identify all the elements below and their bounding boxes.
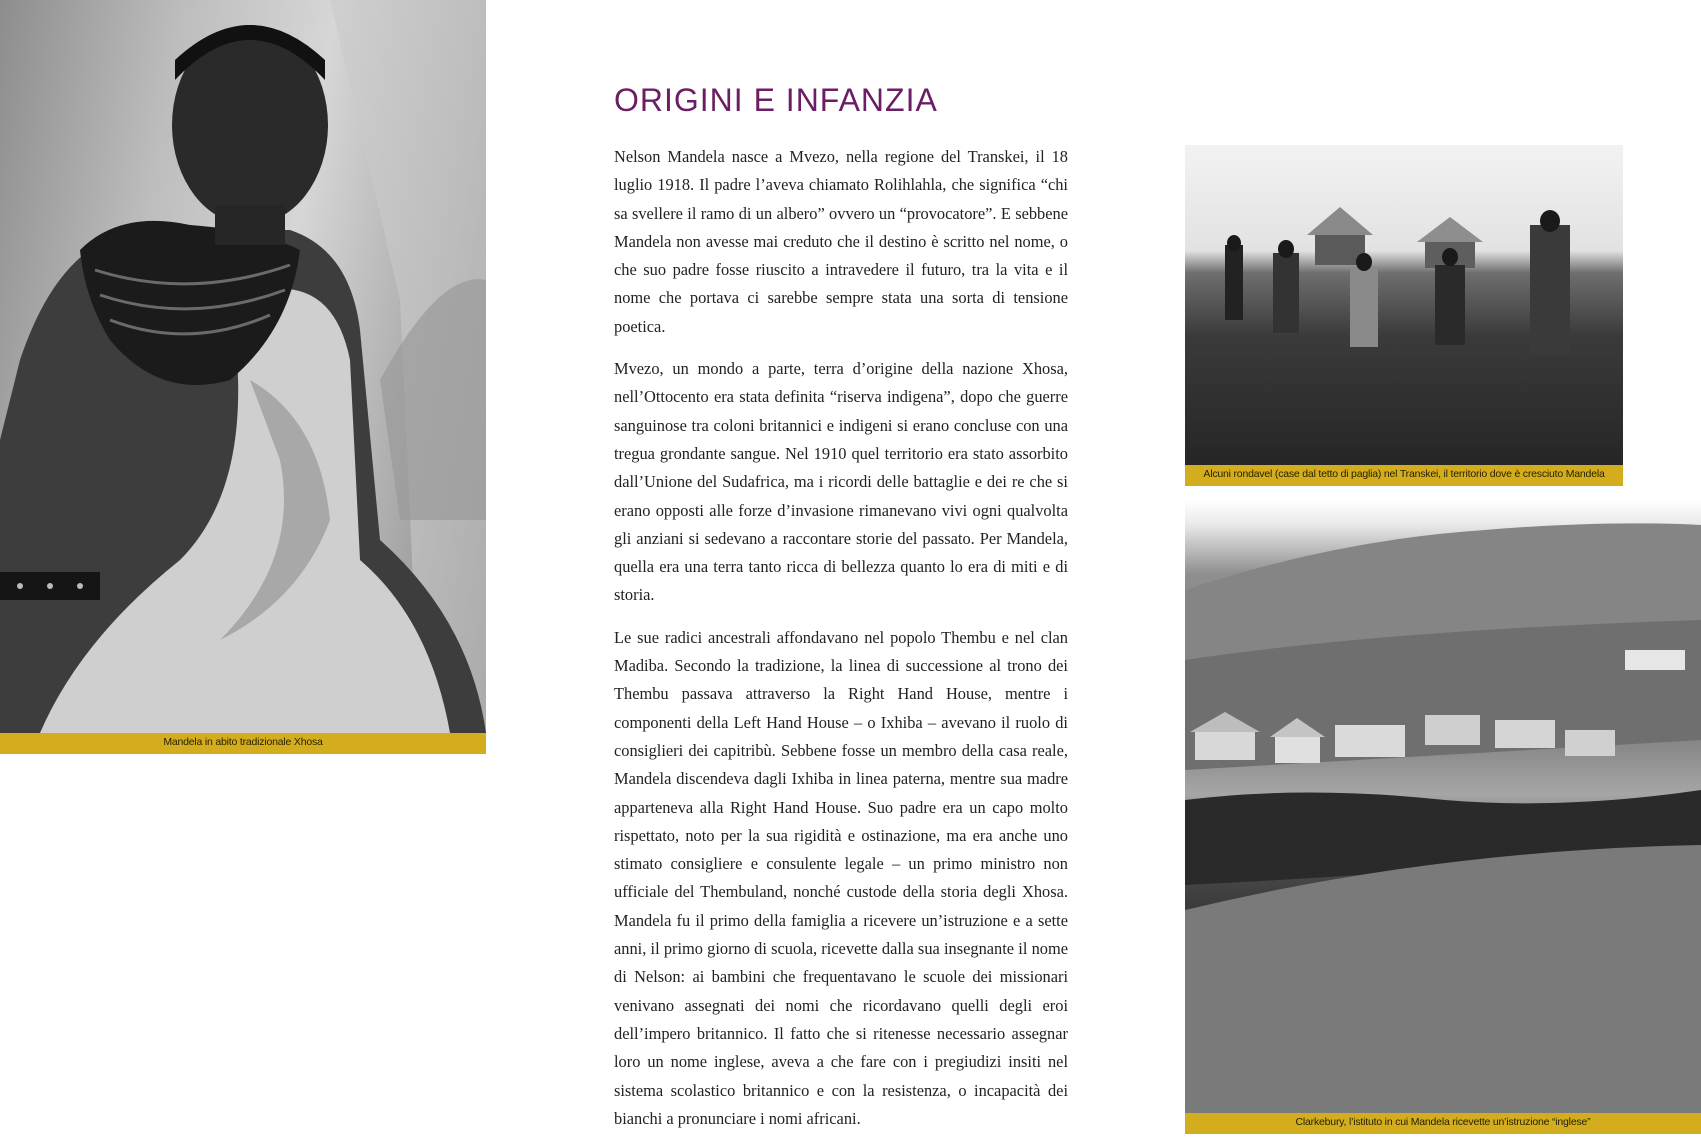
page-title: ORIGINI E INFANZIA bbox=[614, 82, 938, 118]
article-body bbox=[614, 143, 1068, 1147]
portrait-photo bbox=[0, 0, 486, 733]
rondavel-caption: Alcuni rondavel (case dal tetto di paglia) nel Transkei, il territorio dove è cresciuto Mandela bbox=[1185, 465, 1623, 486]
portrait-caption: Mandela in abito tradizionale Xhosa bbox=[0, 733, 486, 754]
paragraph: Le sue radici ancestrali affondavano nel popolo Thembu e nel clan Madiba. Secondo la tradizione, la linea di successione al trono dei Thembu passava attraverso la Right Hand House, mentre i componenti della Left Hand House – o Ixhiba – avevano il ruolo di consiglieri dei capitribù. Sebbene fosse un membro della casa reale, Mandela discendeva dagli Ixhiba in linea paterna, mentre sua madre apparteneva alla Right Hand House. Suo padre era un capo molto rispettato, noto per la sua rigidità e ostinazione, ma era anche uno stimato consigliere e consulente legale – un primo ministro non ufficiale del Thembuland, nonché custode della storia degli Xhosa. Mandela fu il primo della famiglia a ricevere un’istruzione e a sette anni, il primo giorno di scuola, ricevette dalla sua insegnante il nome di Nelson: ai bambini che frequentavano le scuole dei missionari venivano assegnati dei nomi che ricordavano quelli degli eroi dell’impero britannico. Il fatto che si ritenesse necessario assegnar loro un nome inglese, aveva a che fare con i pregiudizi insiti nel sistema scolastico britannico e con la resistenza, o incapacità dei bianchi a pronunciare i nomi africani. bbox=[614, 627, 1068, 1128]
clarkebury-caption: Clarkebury, l’istituto in cui Mandela ricevette un’istruzione “inglese” bbox=[1185, 1113, 1701, 1134]
clarkebury-photo bbox=[1185, 500, 1701, 1113]
paragraph: Nelson Mandela nasce a Mvezo, nella regione del Transkei, il 18 luglio 1918. Il padre l’aveva chiamato Rolihlahla, che significa “chi sa svellere il ramo di un albero” ovvero un “provocatore”. E sebbene Mandela non avesse mai creduto che il destino è scritto nel nome, o che suo padre fosse riuscito a intravedere il futuro, tra la vita e il nome che portava ci sarebbe sempre stata una sorta di tensione poetica. bbox=[614, 147, 1068, 336]
rondavel-photo bbox=[1185, 145, 1623, 465]
paragraph: Mvezo, un mondo a parte, terra d’origine della nazione Xhosa, nell’Ottocento era stata definita “riserva indigena”, dopo che guerre sanguinose tra coloni britannici e indigeni si erano concluse con una tregua grondante sangue. Nel 1910 quel territorio era stato assorbito dall’Unione del Sudafrica, ma i ricordi delle battaglie e dei re che si erano opposti alle forze d’invasione rimanevano vivi ogni qualvolta gli anziani si sedevano a raccontare storie del passato. Per Mandela, quella era una terra tanto ricca di bellezza quanto lo era di miti e di storia. bbox=[614, 359, 1068, 605]
